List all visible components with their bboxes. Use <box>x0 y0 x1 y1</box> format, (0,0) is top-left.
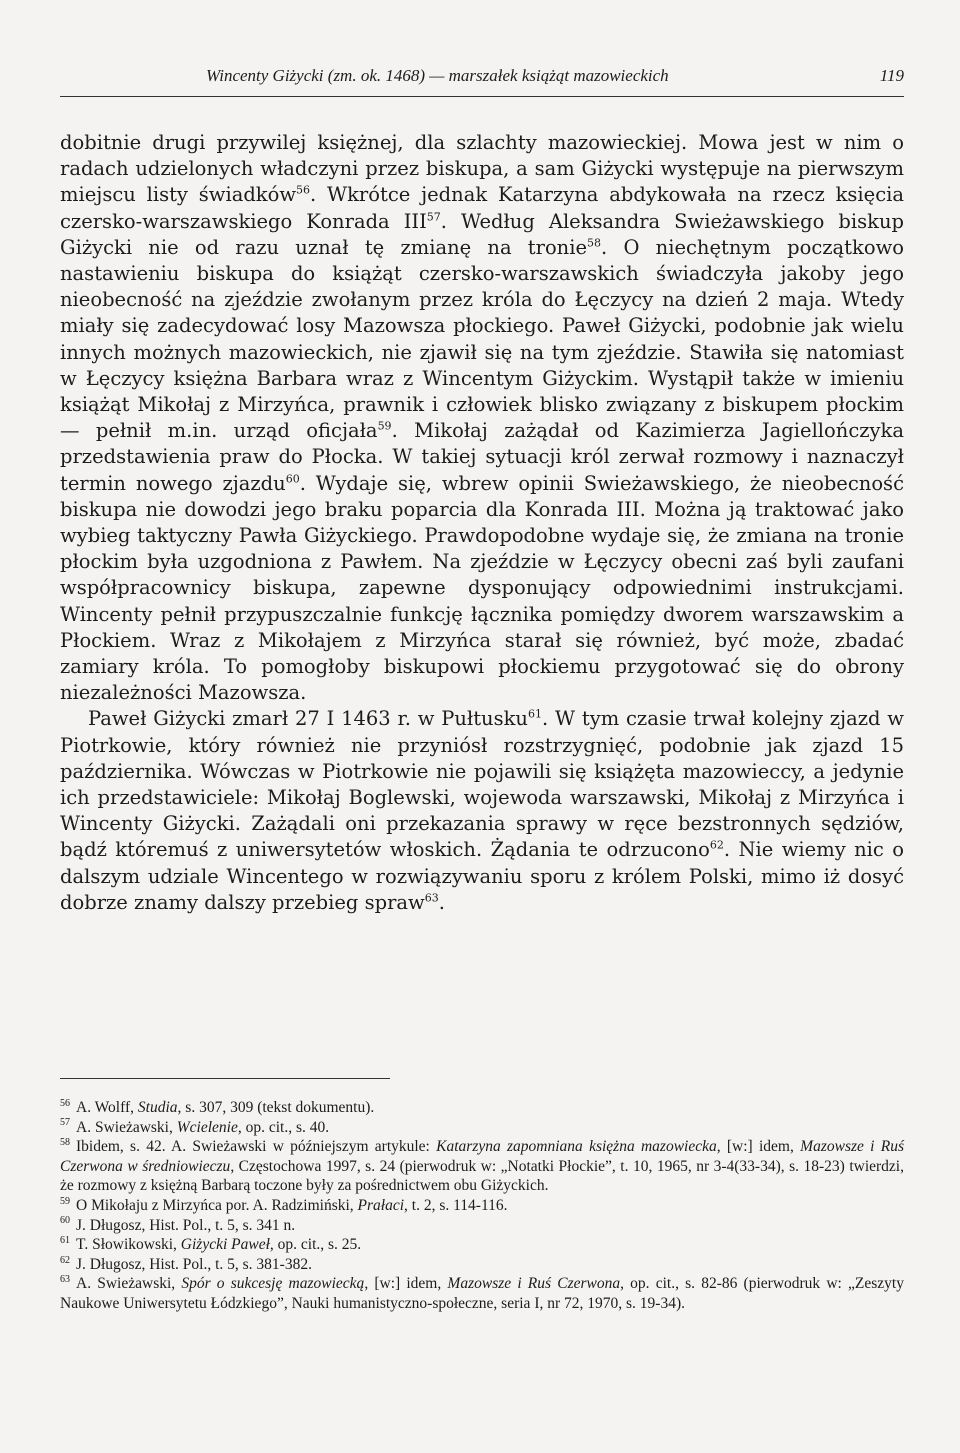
footnote-rule <box>60 1078 390 1079</box>
footnote-60 <box>60 1216 904 1236</box>
footnote-59 <box>60 1196 904 1216</box>
footnote-number: 63 <box>60 1274 70 1286</box>
footnote-number: 62 <box>60 1254 70 1266</box>
footnote-ref-57[interactable]: 57 <box>426 210 441 224</box>
footnote-ref-61[interactable]: 61 <box>528 707 542 721</box>
footnote-title: Giżycki Paweł <box>180 1236 270 1254</box>
text-span: . Według Aleksandra Swieżawskiego biskup Giżycki nie od razu uznał tę zmianę na tronie <box>60 209 904 259</box>
footnote-ref-59[interactable]: 59 <box>377 419 392 433</box>
footnote-text: A. Swieżawski, <box>76 1275 182 1293</box>
footnote-text: A. Wolff, <box>76 1099 138 1116</box>
footnote-58 <box>60 1137 904 1196</box>
footnote-title: Wcielenie <box>176 1118 238 1136</box>
text-span: dobitnie drugi przywilej księżnej, dla szlachty mazowieckiej. Mowa jest w nim o radach udzielonych władczyni przez biskupa, a sam Giżycki występuje na pierwszym miejscu listy świadków <box>60 131 904 207</box>
footnote-title: Mazowsze i Ruś Czerwona w średniowieczu <box>60 1138 904 1175</box>
footnote-title: Mazowsze i Ruś Czerwona <box>447 1275 621 1293</box>
page-number: 119 <box>879 66 904 85</box>
footnote-title: Katarzyna zapomniana księżna mazowiecka <box>436 1138 717 1156</box>
text-span: Paweł Giżycki zmarł 27 I 1463 r. w Pułtusku <box>88 707 528 731</box>
text-span: . Mikołaj zażądał od Kazimierza Jagiellończyka przedstawienia praw do Płocka. W takiej sytuacji król zerwał rozmowy i naznaczył termin nowego zjazdu <box>60 419 904 495</box>
footnote-number: 58 <box>60 1137 70 1149</box>
footnote-text: , [w:] idem, <box>364 1275 448 1293</box>
footnote-text: , Częstochowa 1997, s. 24 (pierwodruk w: „Notatki Płockie”, t. 10, 1965, nr 3-4(33-34), s. 18-23) twierdzi, że rozmowy z księżną Barbarą toczone były za pośrednictwem obu Giżyckich. <box>60 1157 904 1195</box>
footnote-text: O Mikołaju z Mirzyńca por. A. Radzimiński, <box>76 1196 358 1214</box>
text-span: . W tym czasie trwał kolejny zjazd w Piotrkowie, który również nie przyniósł rozstrzygnięć, podobnie jak zjazd 15 października. Wówczas w Piotrkowie nie pojawili się książęta mazowieccy, a jedynie ich przedstawiciele: Mikołaj Boglewski, wojewoda warszawski, Mikołaj z Mirzyńca i Wincenty Giżycki. Zażądali oni przekazania sprawy w ręce bezstronnych sędziów, bądź któremuś z uniwersytetów włoskich. Żądania te odrzucono <box>60 707 904 862</box>
footnote-text: J. Długosz, Hist. Pol., t. 5, s. 341 n. <box>76 1216 296 1234</box>
paragraph-1 <box>60 130 904 706</box>
running-header <box>60 66 904 90</box>
footnote-text: , s. 307, 309 (tekst dokumentu). <box>177 1099 375 1116</box>
footnote-title: Spór o sukcesję mazowiecką <box>181 1275 365 1293</box>
footnote-ref-62[interactable]: 62 <box>709 838 724 852</box>
footnote-text: Ibidem, s. 42. A. Swieżawski w późniejszym artykule: <box>76 1138 437 1156</box>
footnote-63 <box>60 1274 904 1313</box>
footnote-text: , t. 2, s. 114-116. <box>404 1196 508 1214</box>
footnote-text: A. Swieżawski, <box>76 1118 177 1136</box>
footnote-57 <box>60 1118 904 1138</box>
text-span: . Wydaje się, wbrew opinii Swieżawskiego, że nieobecność biskupa nie dowodzi jego braku poparcia dla Konrada III. Można ją traktować jako wybieg taktyczny Pawła Giżyckiego. Prawdopodobne wydaje się, że zmiana na tronie płockim była uzgodniona z Pawłem. Na zjeździe w Łęczycy obecni zaś byli zaufani współpracownicy biskupa, zapewne dysponujący odpowiednimi instrukcjami. Wincenty pełnił przypuszczalnie funkcję łącznika pomiędzy dworem warszawskim a Płockiem. Wraz z Mikołajem z Mirzyńca starał się również, być może, zbadać zamiary króla. To pomogłoby biskupowi płockiemu przygotować się do obrony niezależności Mazowsza. <box>60 471 904 705</box>
footnote-ref-63[interactable]: 63 <box>424 891 439 905</box>
text-span: . Wkrótce jednak Katarzyna abdykowała na rzecz księcia czersko-warszawskiego Konrada III <box>60 183 904 233</box>
main-text <box>60 130 904 916</box>
footnotes <box>60 1098 904 1314</box>
footnote-ref-60[interactable]: 60 <box>285 472 300 486</box>
footnote-number: 57 <box>60 1117 70 1129</box>
footnote-61 <box>60 1235 904 1255</box>
footnote-text: , op. cit., s. 40. <box>237 1118 330 1136</box>
footnote-ref-56[interactable]: 56 <box>296 183 311 197</box>
footnote-text: J. Długosz, Hist. Pol., t. 5, s. 381-382. <box>76 1255 312 1273</box>
text-span: . <box>438 890 445 914</box>
footnote-number: 59 <box>60 1195 70 1207</box>
header-rule <box>60 96 904 97</box>
footnote-text: T. Słowikowski, <box>76 1236 181 1254</box>
footnote-62 <box>60 1255 904 1275</box>
footnote-ref-58[interactable]: 58 <box>587 236 602 250</box>
text-span: . O niechętnym początkowo nastawieniu biskupa do książąt czersko-warszawskich świadczyła jakoby jego nieobecność na zjeździe zwołanym przez króla do Łęczycy na dzień 2 maja. Wtedy miały się zadecydować losy Mazowsza płockiego. Paweł Giżycki, podobnie jak wielu innych możnych mazowieckich, nie zjawił się na tym zjeździe. Stawiła się natomiast w Łęczycy księżna Barbara wraz z Wincentym Giżyckim. Wystąpił także w imieniu książąt Mikołaj z Mirzyńca, prawnik i człowiek blisko związany z biskupem płockim — pełnił m.in. urząd oficjała <box>60 235 904 443</box>
footnote-number: 56 <box>60 1097 70 1109</box>
footnote-number: 60 <box>60 1215 70 1227</box>
footnote-number: 61 <box>60 1235 70 1246</box>
footnote-title: Prałaci <box>357 1196 405 1214</box>
text-span: . Nie wiemy nic o dalszym udziale Wincentego w rozwiązywaniu sporu z królem Polski, mimo iż dosyć dobrze znamy dalszy przebieg spraw <box>60 838 904 914</box>
paragraph-2 <box>60 706 904 916</box>
footnote-text: , [w:] idem, <box>716 1138 801 1156</box>
footnote-text: , op. cit., s. 82-86 (pierwodruk w: „Zeszyty Naukowe Uniwersytetu Łódzkiego”, Nauki humanistyczno-społeczne, seria I, nr 72, 1970, s. 19-34). <box>60 1275 904 1312</box>
footnote-56 <box>60 1098 904 1118</box>
footnote-title: Studia <box>137 1099 178 1116</box>
footnote-text: , op. cit., s. 25. <box>269 1236 362 1254</box>
running-head: Wincenty Giżycki (zm. ok. 1468) — marszałek książąt mazowieckich <box>206 66 669 85</box>
